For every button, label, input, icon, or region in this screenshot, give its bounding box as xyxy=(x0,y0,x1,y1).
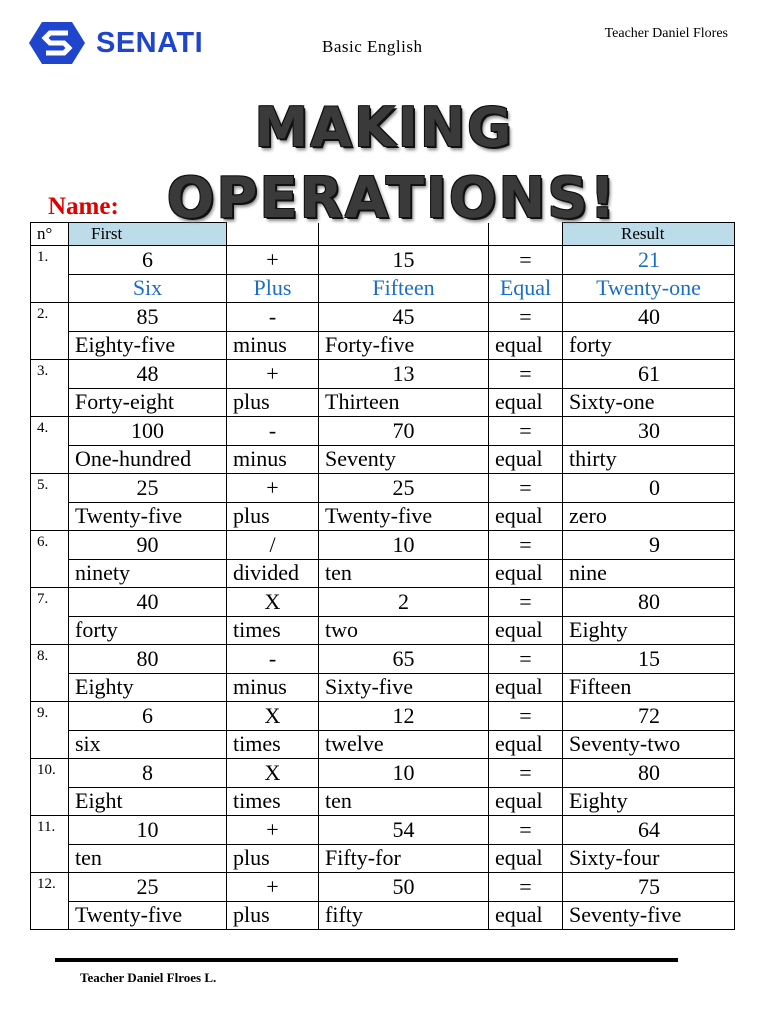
operation-number: 3. xyxy=(31,360,69,417)
first-number-word: Eighty-five xyxy=(69,331,227,360)
equals-sign: = xyxy=(489,645,563,674)
subject-title: Basic English xyxy=(322,37,423,56)
operation-number-row xyxy=(31,474,735,503)
second-number-word: Twenty-five xyxy=(319,502,489,531)
operator-word: Plus xyxy=(227,274,319,303)
operation-words-row xyxy=(31,730,735,759)
result-word: Seventy-five xyxy=(563,901,735,930)
operator: + xyxy=(227,474,319,503)
equals-sign: = xyxy=(489,702,563,731)
second-number: 10 xyxy=(319,531,489,560)
operator: + xyxy=(227,360,319,389)
first-number: 90 xyxy=(69,531,227,560)
result-word: thirty xyxy=(563,445,735,474)
name-label: Name: xyxy=(48,193,119,220)
equals-sign: = xyxy=(489,531,563,560)
equals-word: equal xyxy=(489,901,563,930)
second-number-word: Seventy xyxy=(319,445,489,474)
operation-number: 6. xyxy=(31,531,69,588)
result-number: 15 xyxy=(563,645,735,674)
first-number: 25 xyxy=(69,474,227,503)
result-word: Fifteen xyxy=(563,673,735,702)
operator-word: times xyxy=(227,616,319,645)
result-word: Eighty xyxy=(563,616,735,645)
result-word: Eighty xyxy=(563,787,735,816)
operator-word: plus xyxy=(227,901,319,930)
teacher-name-footer: Teacher Daniel Flroes L. xyxy=(80,970,217,985)
equals-sign: = xyxy=(489,246,563,275)
operator-word: times xyxy=(227,787,319,816)
second-number: 25 xyxy=(319,474,489,503)
equals-word: equal xyxy=(489,559,563,588)
second-number-word: Sixty-five xyxy=(319,673,489,702)
first-number: 100 xyxy=(69,417,227,446)
operations-table xyxy=(30,222,735,930)
equals-word: equal xyxy=(489,445,563,474)
senati-emblem-icon xyxy=(28,20,86,66)
first-number-word: forty xyxy=(69,616,227,645)
operation-number: 11. xyxy=(31,816,69,873)
operation-number-row xyxy=(31,759,735,788)
second-number-word: Fifteen xyxy=(319,274,489,303)
operation-number: 10. xyxy=(31,759,69,816)
operator: X xyxy=(227,702,319,731)
operation-words-row xyxy=(31,274,735,303)
result-number: 30 xyxy=(563,417,735,446)
teacher-name-header: Teacher Daniel Flores xyxy=(604,26,728,41)
second-number-word: fifty xyxy=(319,901,489,930)
second-number: 70 xyxy=(319,417,489,446)
result-number: 40 xyxy=(563,303,735,332)
operation-number-row xyxy=(31,303,735,332)
result-word: forty xyxy=(563,331,735,360)
first-number-word: Twenty-five xyxy=(69,901,227,930)
first-number-word: Twenty-five xyxy=(69,502,227,531)
second-number-word: two xyxy=(319,616,489,645)
first-number-word: ninety xyxy=(69,559,227,588)
operation-number: 7. xyxy=(31,588,69,645)
header-result: Result xyxy=(563,223,735,246)
senati-logo xyxy=(28,20,228,66)
first-number: 80 xyxy=(69,645,227,674)
first-number: 48 xyxy=(69,360,227,389)
result-number: 9 xyxy=(563,531,735,560)
operation-words-row xyxy=(31,445,735,474)
first-number: 25 xyxy=(69,873,227,902)
operation-words-row xyxy=(31,388,735,417)
equals-word: equal xyxy=(489,502,563,531)
first-number: 6 xyxy=(69,246,227,275)
operation-words-row xyxy=(31,559,735,588)
second-number-word: Fifty-for xyxy=(319,844,489,873)
first-number: 6 xyxy=(69,702,227,731)
first-number-word: six xyxy=(69,730,227,759)
operation-number: 5. xyxy=(31,474,69,531)
equals-sign: = xyxy=(489,873,563,902)
operation-number-row xyxy=(31,816,735,845)
operation-number-row xyxy=(31,246,735,275)
result-number: 80 xyxy=(563,759,735,788)
operator: - xyxy=(227,303,319,332)
second-number-word: Thirteen xyxy=(319,388,489,417)
equals-word: equal xyxy=(489,331,563,360)
operation-number-row xyxy=(31,588,735,617)
first-number-word: Forty-eight xyxy=(69,388,227,417)
operation-number: 4. xyxy=(31,417,69,474)
equals-sign: = xyxy=(489,303,563,332)
result-number: 72 xyxy=(563,702,735,731)
operator: + xyxy=(227,246,319,275)
equals-sign: = xyxy=(489,417,563,446)
header-first: First xyxy=(69,223,227,246)
equals-sign: = xyxy=(489,474,563,503)
operator-word: divided xyxy=(227,559,319,588)
operation-number-row xyxy=(31,873,735,902)
operation-number: 1. xyxy=(31,246,69,303)
second-number-word: ten xyxy=(319,787,489,816)
equals-sign: = xyxy=(489,360,563,389)
operation-number-row xyxy=(31,531,735,560)
equals-word: equal xyxy=(489,388,563,417)
result-number: 80 xyxy=(563,588,735,617)
operation-number-row xyxy=(31,360,735,389)
first-number-word: Eight xyxy=(69,787,227,816)
result-number: 0 xyxy=(563,474,735,503)
operation-words-row xyxy=(31,787,735,816)
result-word: nine xyxy=(563,559,735,588)
second-number-word: ten xyxy=(319,559,489,588)
page-title-line2: OPERATIONS! xyxy=(166,166,618,231)
result-word: zero xyxy=(563,502,735,531)
equals-sign: = xyxy=(489,759,563,788)
operator-word: plus xyxy=(227,388,319,417)
operation-number: 12. xyxy=(31,873,69,930)
operator: - xyxy=(227,417,319,446)
second-number-word: Forty-five xyxy=(319,331,489,360)
equals-sign: = xyxy=(489,816,563,845)
operator-word: plus xyxy=(227,502,319,531)
result-number: 21 xyxy=(563,246,735,275)
first-number: 85 xyxy=(69,303,227,332)
equals-word: equal xyxy=(489,616,563,645)
second-number-word: twelve xyxy=(319,730,489,759)
second-number: 12 xyxy=(319,702,489,731)
operation-words-row xyxy=(31,331,735,360)
equals-word: equal xyxy=(489,844,563,873)
equals-word: Equal xyxy=(489,274,563,303)
result-word: Sixty-four xyxy=(563,844,735,873)
logo-text: SENATI xyxy=(96,26,204,59)
result-word: Sixty-one xyxy=(563,388,735,417)
first-number-word: Eighty xyxy=(69,673,227,702)
operation-number: 8. xyxy=(31,645,69,702)
first-number: 8 xyxy=(69,759,227,788)
second-number: 10 xyxy=(319,759,489,788)
equals-word: equal xyxy=(489,787,563,816)
first-number: 40 xyxy=(69,588,227,617)
second-number: 45 xyxy=(319,303,489,332)
second-number: 15 xyxy=(319,246,489,275)
operator: + xyxy=(227,816,319,845)
operator-word: minus xyxy=(227,673,319,702)
footer-rule xyxy=(55,958,678,962)
result-number: 75 xyxy=(563,873,735,902)
operation-number: 2. xyxy=(31,303,69,360)
header-number: n° xyxy=(31,223,69,246)
second-number: 65 xyxy=(319,645,489,674)
operation-words-row xyxy=(31,673,735,702)
operation-words-row xyxy=(31,844,735,873)
operation-number-row xyxy=(31,417,735,446)
page-title-line1: MAKING xyxy=(254,96,514,159)
operation-words-row xyxy=(31,616,735,645)
operator: + xyxy=(227,873,319,902)
operator: - xyxy=(227,645,319,674)
second-number: 54 xyxy=(319,816,489,845)
equals-sign: = xyxy=(489,588,563,617)
result-number: 61 xyxy=(563,360,735,389)
operator-word: minus xyxy=(227,445,319,474)
first-number-word: Six xyxy=(69,274,227,303)
result-word: Twenty-one xyxy=(563,274,735,303)
second-number: 13 xyxy=(319,360,489,389)
operation-words-row xyxy=(31,901,735,930)
operation-number-row xyxy=(31,702,735,731)
equals-word: equal xyxy=(489,673,563,702)
equals-word: equal xyxy=(489,730,563,759)
operator: X xyxy=(227,588,319,617)
operator-word: minus xyxy=(227,331,319,360)
result-word: Seventy-two xyxy=(563,730,735,759)
first-number: 10 xyxy=(69,816,227,845)
second-number: 50 xyxy=(319,873,489,902)
operation-words-row xyxy=(31,502,735,531)
operator-word: plus xyxy=(227,844,319,873)
first-number-word: One-hundred xyxy=(69,445,227,474)
operation-number-row xyxy=(31,645,735,674)
first-number-word: ten xyxy=(69,844,227,873)
result-number: 64 xyxy=(563,816,735,845)
operator-word: times xyxy=(227,730,319,759)
operator: / xyxy=(227,531,319,560)
second-number: 2 xyxy=(319,588,489,617)
operator: X xyxy=(227,759,319,788)
operation-number: 9. xyxy=(31,702,69,759)
